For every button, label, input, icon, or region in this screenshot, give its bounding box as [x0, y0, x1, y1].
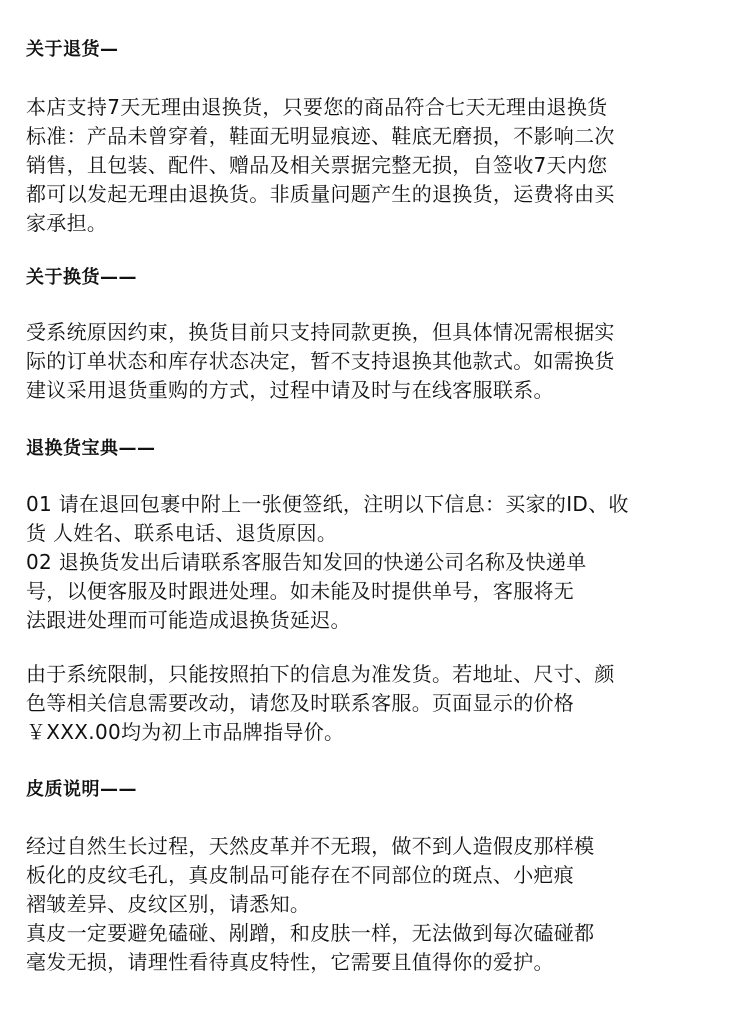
- text-line: 由于系统限制，只能按照拍下的信息为准发货。若地址、尺寸、颜: [26, 662, 615, 686]
- text-line: ￥XXX.00均为初上市品牌指导价。: [26, 720, 345, 744]
- text-line: 板化的皮纹毛孔，真皮制品可能存在不同部位的斑点、小疤痕: [26, 863, 575, 887]
- guide-paragraph: [26, 490, 724, 635]
- text-line: 号，以便客服及时跟进处理。如未能及时提供单号，客服将无: [26, 579, 575, 603]
- text-line: 法跟进处理而可能造成退换货延迟。: [26, 608, 351, 632]
- section-heading-guide: 退换货宝典——: [26, 438, 156, 459]
- text-line: 色等相关信息需要改动，请您及时联系客服。页面显示的价格: [26, 691, 575, 715]
- text-line: 家承担。: [26, 211, 108, 235]
- text-line: 标准：产品未曾穿着，鞋面无明显痕迹、鞋底无磨损，不影响二次: [26, 124, 615, 148]
- text-line: 受系统原因约束，换货目前只支持同款更换，但具体情况需根据实: [26, 320, 615, 344]
- text-line: 02 退换货发出后请联系客服告知发回的快递公司名称及快递单: [26, 550, 587, 574]
- text-line: 都可以发起无理由退换货。非质量问题产生的退换货，运费将由买: [26, 182, 615, 206]
- text-line: 经过自然生长过程，天然皮革并不无瑕，做不到人造假皮那样模: [26, 834, 595, 858]
- section-heading-exchanges: 关于换货——: [26, 267, 137, 288]
- text-line: 01 请在退回包裹中附上一张便签纸，注明以下信息：买家的ID、收: [26, 492, 629, 516]
- leather-paragraph: [26, 832, 724, 977]
- text-line: 毫发无损，请理性看待真皮特性，它需要且值得你的爱护。: [26, 950, 554, 974]
- text-line: 本店支持7天无理由退换货，只要您的商品符合七天无理由退换货: [26, 95, 608, 119]
- text-line: 真皮一定要避免磕碰、剐蹭，和皮肤一样，无法做到每次磕碰都: [26, 921, 595, 945]
- section-heading-returns: 关于退货—: [26, 39, 119, 60]
- text-line: 建议采用退货重购的方式，过程中请及时与在线客服联系。: [26, 378, 554, 402]
- returns-paragraph: [26, 93, 724, 238]
- text-line: 货 人姓名、联系电话、退货原因。: [26, 521, 338, 545]
- text-line: 销售，且包装、配件、赠品及相关票据完整无损，自签收7天内您: [26, 153, 608, 177]
- shipping-notice-paragraph: [26, 660, 724, 747]
- text-line: 际的订单状态和库存状态决定，暂不支持退换其他款式。如需换货: [26, 349, 615, 373]
- text-line: 褶皱差异、皮纹区别，请悉知。: [26, 892, 311, 916]
- section-heading-leather: 皮质说明——: [26, 779, 137, 800]
- exchanges-paragraph: [26, 318, 724, 405]
